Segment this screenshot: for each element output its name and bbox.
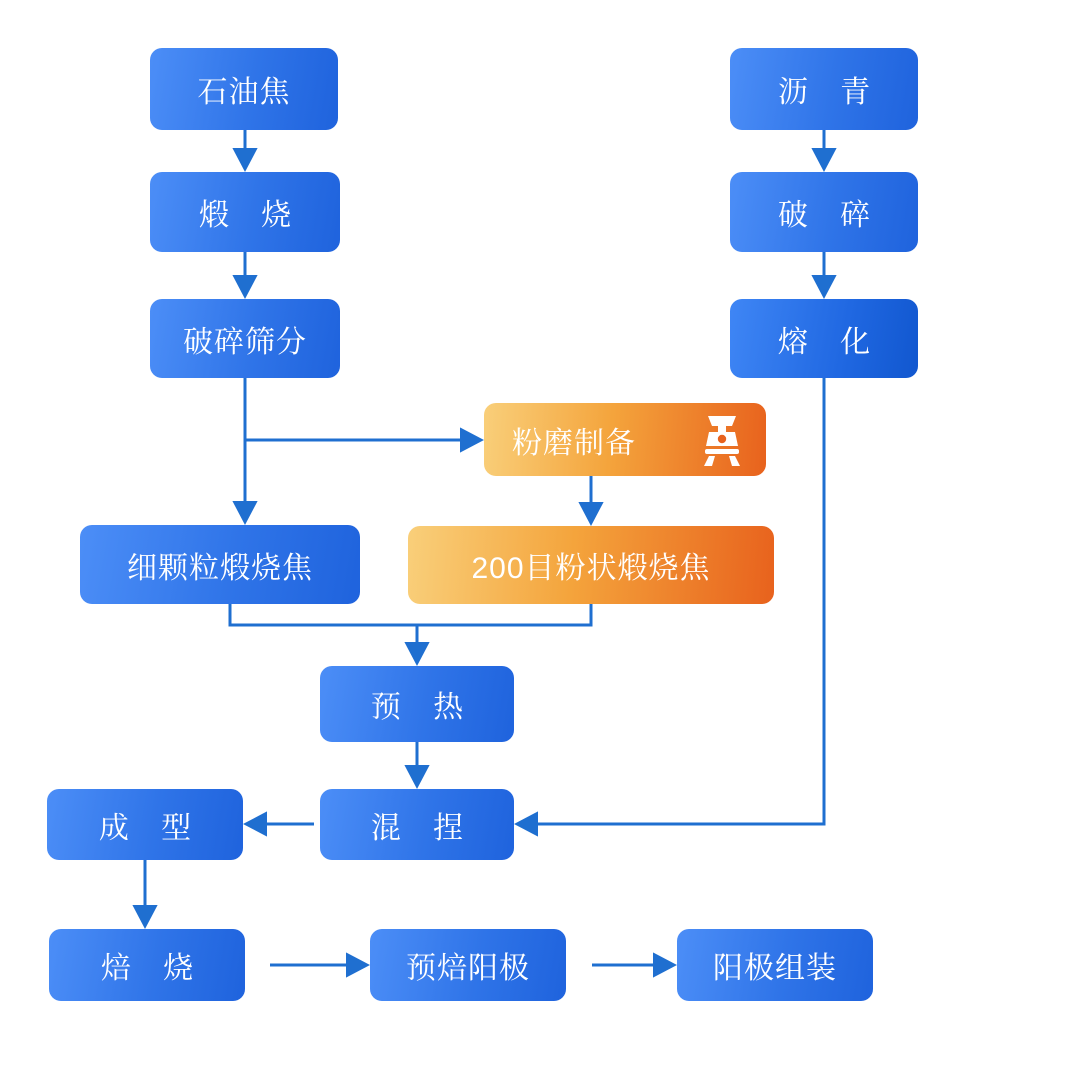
- node-grinding[interactable]: [484, 403, 766, 476]
- node-label: 熔 化: [777, 325, 883, 359]
- node-anode-assembly[interactable]: [677, 929, 873, 1001]
- node-label: 焙 烧: [100, 952, 206, 985]
- arrow-cokes-to-preheat: [230, 604, 417, 660]
- node-forming[interactable]: [47, 789, 243, 860]
- node-label: 破碎筛分: [183, 325, 307, 359]
- node-pitch-crush[interactable]: [730, 172, 918, 252]
- node-label: 成 型: [98, 811, 204, 845]
- node-kneading[interactable]: [320, 789, 514, 860]
- node-powder-coke[interactable]: [408, 526, 774, 604]
- node-label: 200目粉状煅烧焦: [471, 552, 711, 585]
- node-fine-coke[interactable]: [80, 525, 360, 604]
- node-label: 混 捏: [370, 811, 476, 845]
- node-petcoke[interactable]: [150, 48, 338, 130]
- node-label: 粉磨制备: [512, 426, 636, 460]
- node-label: 煅 烧: [198, 199, 304, 232]
- arrow-powder-join-preheat: [417, 604, 591, 625]
- node-baking[interactable]: [49, 929, 245, 1001]
- node-calcination[interactable]: [150, 172, 340, 252]
- node-label: 破 碎: [777, 199, 883, 232]
- node-label: 石油焦: [197, 76, 291, 109]
- node-label: 预焙阳极: [406, 952, 530, 985]
- node-crush-screen[interactable]: [150, 299, 340, 378]
- mill-icon: [696, 412, 748, 468]
- node-label: 细颗粒煅烧焦: [127, 551, 313, 585]
- node-pitch[interactable]: [730, 48, 918, 130]
- node-preheat[interactable]: [320, 666, 514, 742]
- node-label: 沥 青: [777, 76, 883, 109]
- node-melting[interactable]: [730, 299, 918, 378]
- node-label: 预 热: [370, 691, 476, 724]
- node-prebaked-anode[interactable]: [370, 929, 566, 1001]
- arrow-crush-to-grinding: [245, 378, 478, 440]
- node-label: 阳极组装: [713, 952, 837, 985]
